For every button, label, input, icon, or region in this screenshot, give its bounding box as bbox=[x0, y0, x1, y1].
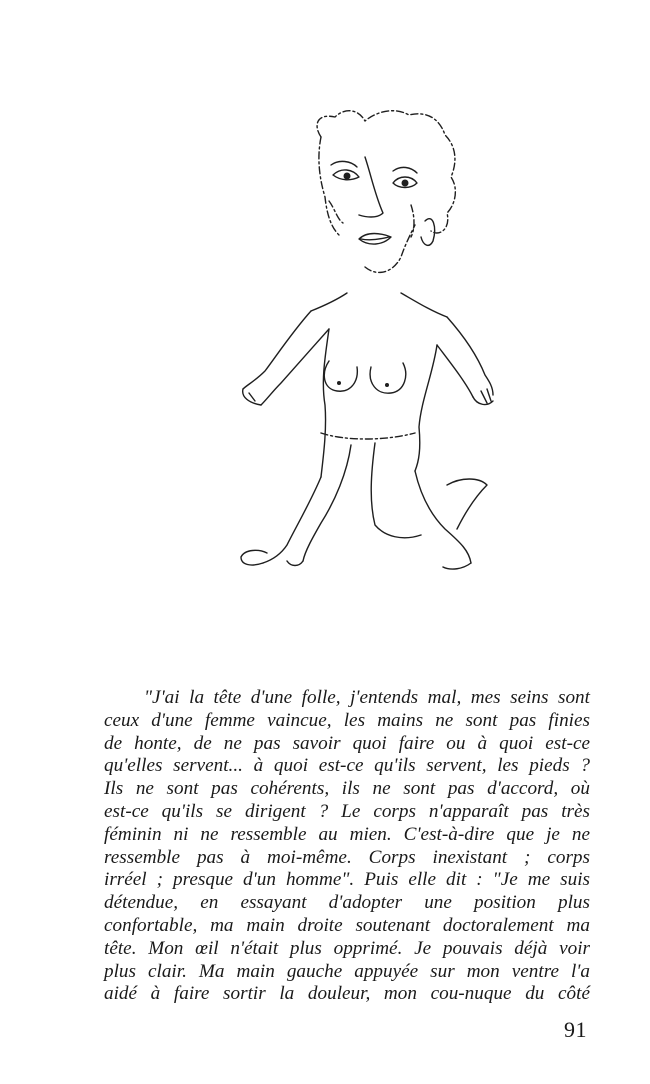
left-arm-outer bbox=[243, 311, 311, 389]
face-cheek bbox=[329, 201, 343, 223]
text-line: de honte, de ne pas savoir quoi faire ou à quoi est-ce bbox=[104, 732, 590, 754]
left-hand bbox=[243, 389, 261, 405]
jaw bbox=[365, 225, 415, 272]
left-shoulder bbox=[311, 293, 347, 311]
hip-line bbox=[321, 433, 415, 439]
right-arm-outer bbox=[447, 317, 493, 395]
text-line: féminin ni ne ressemble au mien. C'est-à-dire que je ne bbox=[104, 823, 590, 845]
torso-left bbox=[321, 329, 329, 477]
left-eye-pupil bbox=[344, 173, 351, 180]
text-line: "J'ai la tête d'une folle, j'entends mal, mes seins sont bbox=[144, 687, 590, 708]
line-drawing bbox=[225, 105, 515, 585]
text-line: tête. Mon œil n'était plus opprimé. Je pouvais déjà voir bbox=[104, 937, 590, 959]
page-number: 91 bbox=[564, 1017, 587, 1042]
right-eye-pupil bbox=[402, 180, 409, 187]
left-arm-inner bbox=[261, 329, 329, 405]
torso-right bbox=[415, 345, 437, 471]
text-line: aidé à faire sortir la douleur, mon cou-nuque du côté bbox=[104, 983, 590, 1005]
left-nipple bbox=[337, 381, 341, 385]
right-hand bbox=[473, 389, 493, 404]
mouth-line bbox=[361, 237, 389, 240]
ear bbox=[421, 219, 435, 246]
text-line: confortable, ma main droite soutenant doctoralement ma bbox=[104, 914, 590, 936]
right-breast bbox=[370, 363, 406, 393]
face-left-outline bbox=[319, 137, 339, 235]
right-shoulder bbox=[401, 293, 447, 317]
right-foot bbox=[443, 479, 487, 569]
right-arm-inner bbox=[437, 345, 473, 397]
body-text bbox=[104, 687, 590, 1006]
right-eyebrow bbox=[393, 167, 417, 173]
text-line: qu'elles servent... à quoi est-ce qu'ils servent, les pieds ? bbox=[104, 755, 590, 777]
left-leg-outer bbox=[263, 477, 321, 563]
text-line: ressemble pas à moi-même. Corps inexistant ; corps bbox=[104, 846, 590, 868]
right-leg-inner bbox=[371, 443, 421, 538]
left-eyebrow bbox=[331, 161, 357, 167]
text-line: ceux d'une femme vaincue, les mains ne sont pas finies bbox=[104, 709, 590, 731]
nose bbox=[359, 157, 383, 217]
text-line: Ils ne sont pas cohérents, ils ne sont pas d'accord, où bbox=[104, 778, 590, 800]
text-line: est-ce qu'ils se dirigent ? Le corps n'apparaît pas très bbox=[104, 800, 590, 822]
figure-illustration bbox=[225, 105, 515, 585]
left-foot bbox=[241, 550, 303, 565]
text-line: détendue, en essayant d'adopter une position plus bbox=[104, 892, 590, 914]
left-leg-inner bbox=[303, 445, 351, 561]
left-breast bbox=[324, 361, 357, 391]
right-nipple bbox=[385, 383, 389, 387]
text-line: plus clair. Ma main gauche appuyée sur mon ventre l'a bbox=[104, 960, 590, 982]
text-line: irréel ; presque d'un homme". Puis elle dit : "Je me suis bbox=[104, 869, 590, 891]
